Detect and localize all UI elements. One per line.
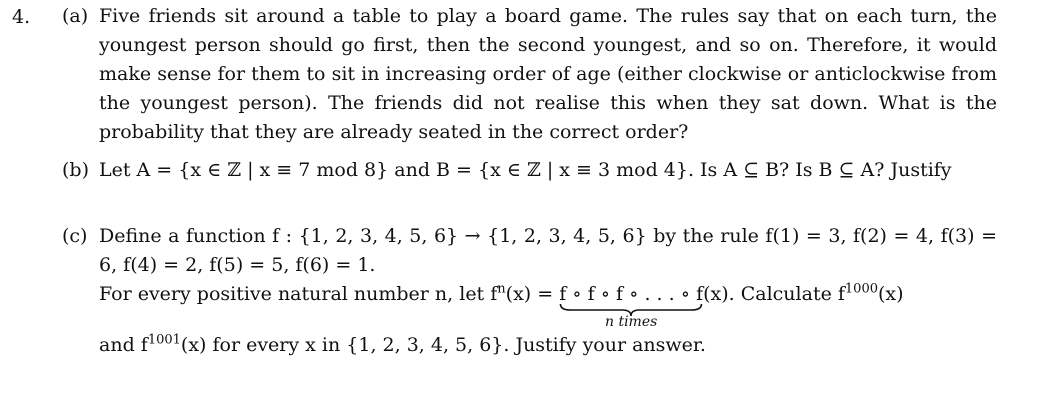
part-c-sup-1000: 1000 bbox=[844, 281, 878, 297]
part-c-label: (c) bbox=[62, 225, 88, 247]
part-b bbox=[62, 156, 997, 185]
part-c-line3 bbox=[99, 331, 997, 360]
part-c-line3-rest: (x) for every x in {1, 2, 3, 4, 5, 6}. Justify your answer. bbox=[180, 334, 706, 356]
brace-spacer bbox=[99, 309, 997, 331]
part-c bbox=[62, 222, 997, 360]
part-c-line3-prefix: and f bbox=[99, 334, 148, 356]
part-a-label: (a) bbox=[62, 5, 89, 27]
part-c-line2 bbox=[99, 280, 997, 330]
part-c-sup-1001: 1001 bbox=[147, 332, 181, 348]
part-b-label: (b) bbox=[62, 159, 89, 181]
part-c-line2-after: (x). Calculate f bbox=[703, 283, 845, 305]
part-c-line2-prefix: For every positive natural number n, let f bbox=[99, 283, 498, 305]
part-c-line1: Define a function f : {1, 2, 3, 4, 5, 6} → {1, 2, 3, 4, 5, 6} by the rule f(1) = 3, f(2) = 4, f(3) = 6, f(4) = 2, f(5) = 5, f(6) = 1. bbox=[99, 225, 997, 276]
underbrace-caption: n times bbox=[604, 314, 658, 330]
part-a-text: Five friends sit around a table to play a board game. The rules say that on each turn, the youngest person should go first, then the second youngest, and so on. Therefore, it would make sense for them to sit in increasing order of age (either clockwise or anticlockwise from the youngest person). The friends did not realise this when they sat down. What is the probability that they are already seated in the correct order? bbox=[99, 5, 997, 143]
underbrace-expression: f ∘ f ∘ f ∘ . . . ∘ f bbox=[559, 283, 704, 305]
part-a bbox=[62, 2, 997, 147]
underbrace-group bbox=[559, 280, 704, 330]
part-c-line2-end: (x) bbox=[878, 283, 904, 305]
part-c-line2-mid: (x) = bbox=[505, 283, 560, 305]
question-number: 4. bbox=[12, 6, 31, 28]
part-c-sup-n: n bbox=[497, 281, 506, 297]
part-b-text: Let A = {x ∈ ℤ | x ≡ 7 mod 8} and B = {x ∈ ℤ | x ≡ 3 mod 4}. Is A ⊆ B? Is B ⊆ A? Justify bbox=[99, 159, 952, 181]
